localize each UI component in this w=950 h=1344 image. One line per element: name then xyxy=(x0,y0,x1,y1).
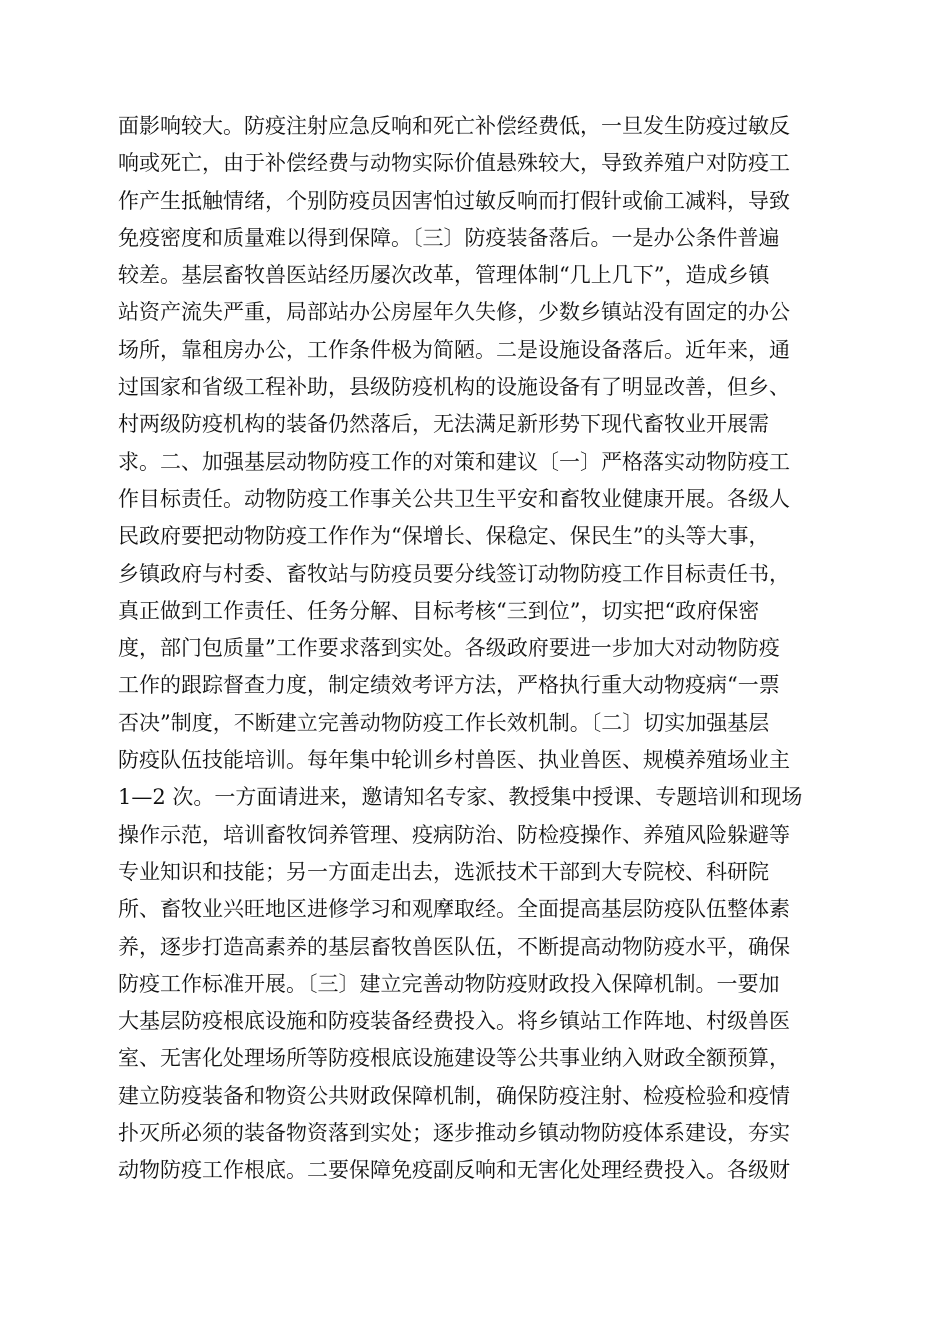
text-line: 动物防疫工作根底。二要保障免疫副反响和无害化处理经费投入。各级财 xyxy=(118,1158,790,1183)
text-line: 真正做到工作责任、任务分解、目标考核“三到位”，切实把“政府保密 xyxy=(118,598,760,623)
text-line: 作目标责任。动物防疫工作事关公共卫生平安和畜牧业健康开展。各级人 xyxy=(118,486,790,511)
text-line: 工作的跟踪督查力度，制定绩效考评方法，严格执行重大动物疫病“一票 xyxy=(118,673,780,698)
text-line: 专业知识和技能；另一方面走出去，选派技术干部到大专院校、科研院 xyxy=(118,859,769,884)
text-line: 民政府要把动物防疫工作作为“保增长、保稳定、保民生”的头等大事， xyxy=(118,524,770,549)
text-line: 过国家和省级工程补助，县级防疫机构的设施设备有了明显改善，但乡、 xyxy=(118,375,790,400)
text-line: 室、无害化处理场所等防疫根底设施建设等公共事业纳入财政全额预算， xyxy=(118,1046,790,1071)
text-line: 否决”制度，不断建立完善动物防疫工作长效机制。〔二〕切实加强基层 xyxy=(118,710,770,735)
text-line: 1—2 次。一方面请进来，邀请知名专家、教授集中授课、专题培训和现场 xyxy=(118,785,803,810)
text-line: 大基层防疫根底设施和防疫装备经费投入。将乡镇站工作阵地、村级兽医 xyxy=(118,1009,790,1034)
text-line: 面影响较大。防疫注射应急反响和死亡补偿经费低，一旦发生防疫过敏反 xyxy=(118,114,790,138)
text-line: 场所，靠租房办公，工作条件极为简陋。二是设施设备落后。近年来，通 xyxy=(118,337,790,362)
body-text xyxy=(118,108,838,1190)
text-line: 扑灭所必须的装备物资落到实处；逐步推动乡镇动物防疫体系建设，夯实 xyxy=(118,1121,790,1146)
text-line: 防疫工作标准开展。〔三〕建立完善动物防疫财政投入保障机制。一要加 xyxy=(118,971,780,996)
text-line: 免疫密度和质量难以得到保障。〔三〕防疫装备落后。一是办公条件普遍 xyxy=(118,225,780,250)
text-line: 养，逐步打造高素养的基层畜牧兽医队伍，不断提高动物防疫水平，确保 xyxy=(118,934,790,959)
text-line: 乡镇政府与村委、畜牧站与防疫员要分线签订动物防疫工作目标责任书， xyxy=(118,561,790,586)
text-line: 响或死亡，由于补偿经费与动物实际价值悬殊较大，导致养殖户对防疫工 xyxy=(118,151,790,176)
text-line: 求。二、加强基层动物防疫工作的对策和建议〔一〕严格落实动物防疫工 xyxy=(118,449,790,474)
text-line: 村两级防疫机构的装备仍然落后，无法满足新形势下现代畜牧业开展需 xyxy=(118,412,769,437)
text-line: 度，部门包质量”工作要求落到实处。各级政府要进一步加大对动物防疫 xyxy=(118,636,780,661)
text-line: 操作示范，培训畜牧饲养管理、疫病防治、防检疫操作、养殖风险躲避等 xyxy=(118,822,790,847)
text-line: 作产生抵触情绪，个别防疫员因害怕过敏反响而打假针或偷工减料，导致 xyxy=(118,188,790,213)
text-line: 所、畜牧业兴旺地区进修学习和观摩取经。全面提高基层防疫队伍整体素 xyxy=(118,897,790,922)
text-line: 防疫队伍技能培训。每年集中轮训乡村兽医、执业兽医、规模养殖场业主 xyxy=(118,748,790,773)
text-line: 建立防疫装备和物资公共财政保障机制，确保防疫注射、检疫检验和疫情 xyxy=(118,1083,790,1108)
text-line: 较差。基层畜牧兽医站经历屡次改革，管理体制“几上几下”，造成乡镇 xyxy=(118,263,770,288)
text-line: 站资产流失严重，局部站办公房屋年久失修，少数乡镇站没有固定的办公 xyxy=(118,300,790,325)
